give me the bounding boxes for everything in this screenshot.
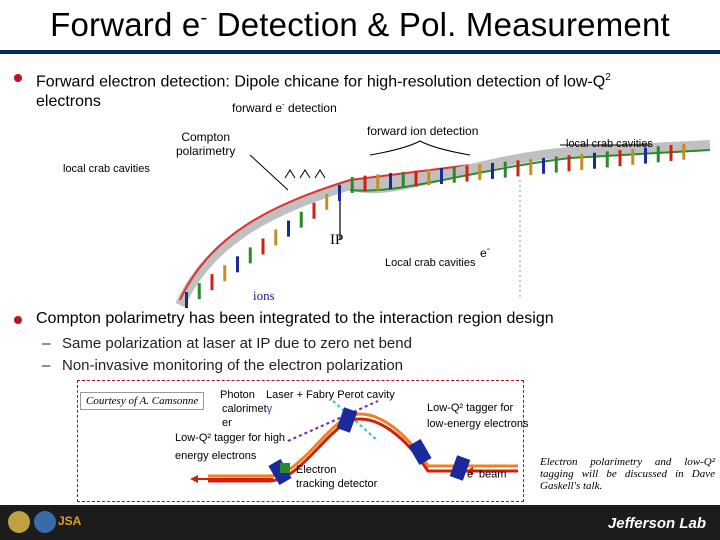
beamline-magnet <box>504 162 507 178</box>
sub-bullet-2-text: Non-invasive monitoring of the electron polarization <box>62 357 404 374</box>
bullet-1 <box>36 68 706 112</box>
beamline-magnet <box>491 163 494 179</box>
label-tracking-1: Electron <box>296 464 337 476</box>
label-local-crab-right: local crab cavities <box>566 138 653 150</box>
dipole-2 <box>337 407 358 432</box>
bullet-1-marker <box>14 74 22 82</box>
sub-bullet-1-text: Same polarization at laser at IP due to zero net bend <box>62 335 412 352</box>
beamline-magnet <box>670 145 673 161</box>
label-forward-e-detection <box>232 100 337 115</box>
beamline-magnet <box>338 185 341 201</box>
sub-bullet-2 <box>42 357 403 374</box>
beamline-magnet <box>606 151 609 167</box>
courtesy-label: Courtesy of A. Camsonne <box>80 392 204 410</box>
title-superscript: - <box>200 7 208 29</box>
beamline-magnet <box>555 157 558 173</box>
forward-e-brackets <box>285 170 325 178</box>
compton-text: Compton <box>181 130 231 144</box>
ebeam-text: e <box>467 468 474 481</box>
beamline-magnet <box>351 177 354 193</box>
title-text-2: Detection & Pol. Measurement <box>207 6 670 43</box>
beamline-magnet <box>402 172 405 188</box>
beamline-magnet <box>529 159 532 175</box>
label-laser-cavity: Laser + Fabry Perot cavity <box>266 389 395 401</box>
beamline-magnet <box>287 221 290 237</box>
jsa-logo-icon: JSA <box>58 514 82 528</box>
label-local-crab-left: local crab cavities <box>63 163 150 175</box>
beamline-magnet <box>568 155 571 171</box>
beamline-magnet <box>644 148 647 164</box>
beamline-magnet <box>415 171 418 187</box>
label-tracking-2: tracking detector <box>296 478 378 490</box>
beam-arrowhead <box>190 475 198 483</box>
label-local-crab-bottom: Local crab cavities <box>385 257 476 269</box>
e-minus-sup: - <box>486 244 491 255</box>
title-divider <box>0 50 720 54</box>
jefferson-lab-logo: Jefferson Lab <box>607 515 706 532</box>
beamline-magnet <box>657 146 660 162</box>
forward-e-text: forward e <box>232 101 283 115</box>
side-note: Electron polarimetry and low-Q² tagging will be discussed in Dave Gaskell's talk. <box>540 456 715 492</box>
ebeam-text-2: beam <box>475 468 507 481</box>
label-ip: IP <box>330 232 344 248</box>
label-high-energy-electrons: energy electrons <box>175 450 257 462</box>
bullet-1-text: Forward electron detection: Dipole chicane for high-resolution detection of low-Q <box>36 73 606 91</box>
beamline-magnet <box>427 169 430 185</box>
beamline-magnet <box>300 212 303 228</box>
gamma-symbol: γ <box>266 403 273 415</box>
doe-seal-icon <box>8 511 30 533</box>
beamline-magnet <box>466 165 469 181</box>
beamline-magnet <box>313 203 316 219</box>
forward-ion-bracket <box>370 141 470 155</box>
polarimetry-text: polarimetry <box>176 144 236 158</box>
beamline-magnet <box>274 230 277 246</box>
beamline-magnet <box>580 154 583 170</box>
label-lowq-high: Low-Q² tagger for high <box>175 432 286 444</box>
label-compton-polarimetry <box>176 130 235 158</box>
label-lowq-low-2: low-energy electrons <box>427 418 529 430</box>
label-photon: Photon <box>220 389 255 401</box>
beamline-magnet <box>223 265 226 281</box>
label-e-minus <box>480 244 490 260</box>
beamline-magnet <box>376 174 379 190</box>
label-lowq-low-1: Low-Q² tagger for <box>427 402 514 414</box>
beamline-magnet <box>364 176 367 192</box>
beamline-magnet <box>593 153 596 169</box>
title-text-1: Forward e <box>50 6 201 43</box>
beamline-magnet <box>542 158 545 174</box>
beamline-magnet <box>236 256 239 272</box>
beamline-magnet <box>619 150 622 166</box>
compton-arrow <box>250 155 288 190</box>
beamline-magnet <box>185 292 188 308</box>
forward-e-text-2: detection <box>284 101 337 115</box>
beamline-magnet <box>262 238 265 254</box>
bullet-2 <box>36 310 554 328</box>
beamline-magnet <box>211 274 214 290</box>
beamline-magnet <box>389 173 392 189</box>
beamline-left <box>180 170 470 305</box>
label-forward-ion-detection: forward ion detection <box>367 124 479 138</box>
partner-logo-icon <box>34 511 56 533</box>
bullet-2-text: Compton polarimetry has been integrated to the interaction region design <box>36 310 554 327</box>
page-title <box>0 6 720 44</box>
sub-bullet-1-dash: – <box>42 335 51 352</box>
label-ions: ions <box>253 288 275 303</box>
beamline-magnet <box>517 160 520 176</box>
beamline-magnet <box>440 168 443 184</box>
beamline-magnet <box>249 247 252 263</box>
beamline-magnet <box>325 194 328 210</box>
beamline-magnet <box>631 149 634 165</box>
beamline-magnet <box>682 144 685 160</box>
label-ebeam <box>467 466 506 481</box>
bullet-1-sup: 2 <box>605 72 611 83</box>
label-calorimeter <box>222 403 272 415</box>
interaction-region-figure <box>170 140 710 310</box>
forward-e-sup: - <box>282 100 285 109</box>
beamline-magnet <box>453 167 456 183</box>
calorimet-text: calorimet <box>222 403 267 415</box>
e-minus-text: e <box>480 246 487 260</box>
label-calorimeter-er: er <box>222 417 232 429</box>
ebeam-sup: - <box>473 466 476 475</box>
sub-bullet-2-dash: – <box>42 357 51 374</box>
bullet-2-marker <box>14 316 22 324</box>
beamline-magnet <box>478 164 481 180</box>
bullet-1-text-2: electrons <box>36 93 101 111</box>
tracking-detector-marker <box>280 463 290 473</box>
beamline-magnet <box>198 283 201 299</box>
sub-bullet-1 <box>42 335 412 352</box>
